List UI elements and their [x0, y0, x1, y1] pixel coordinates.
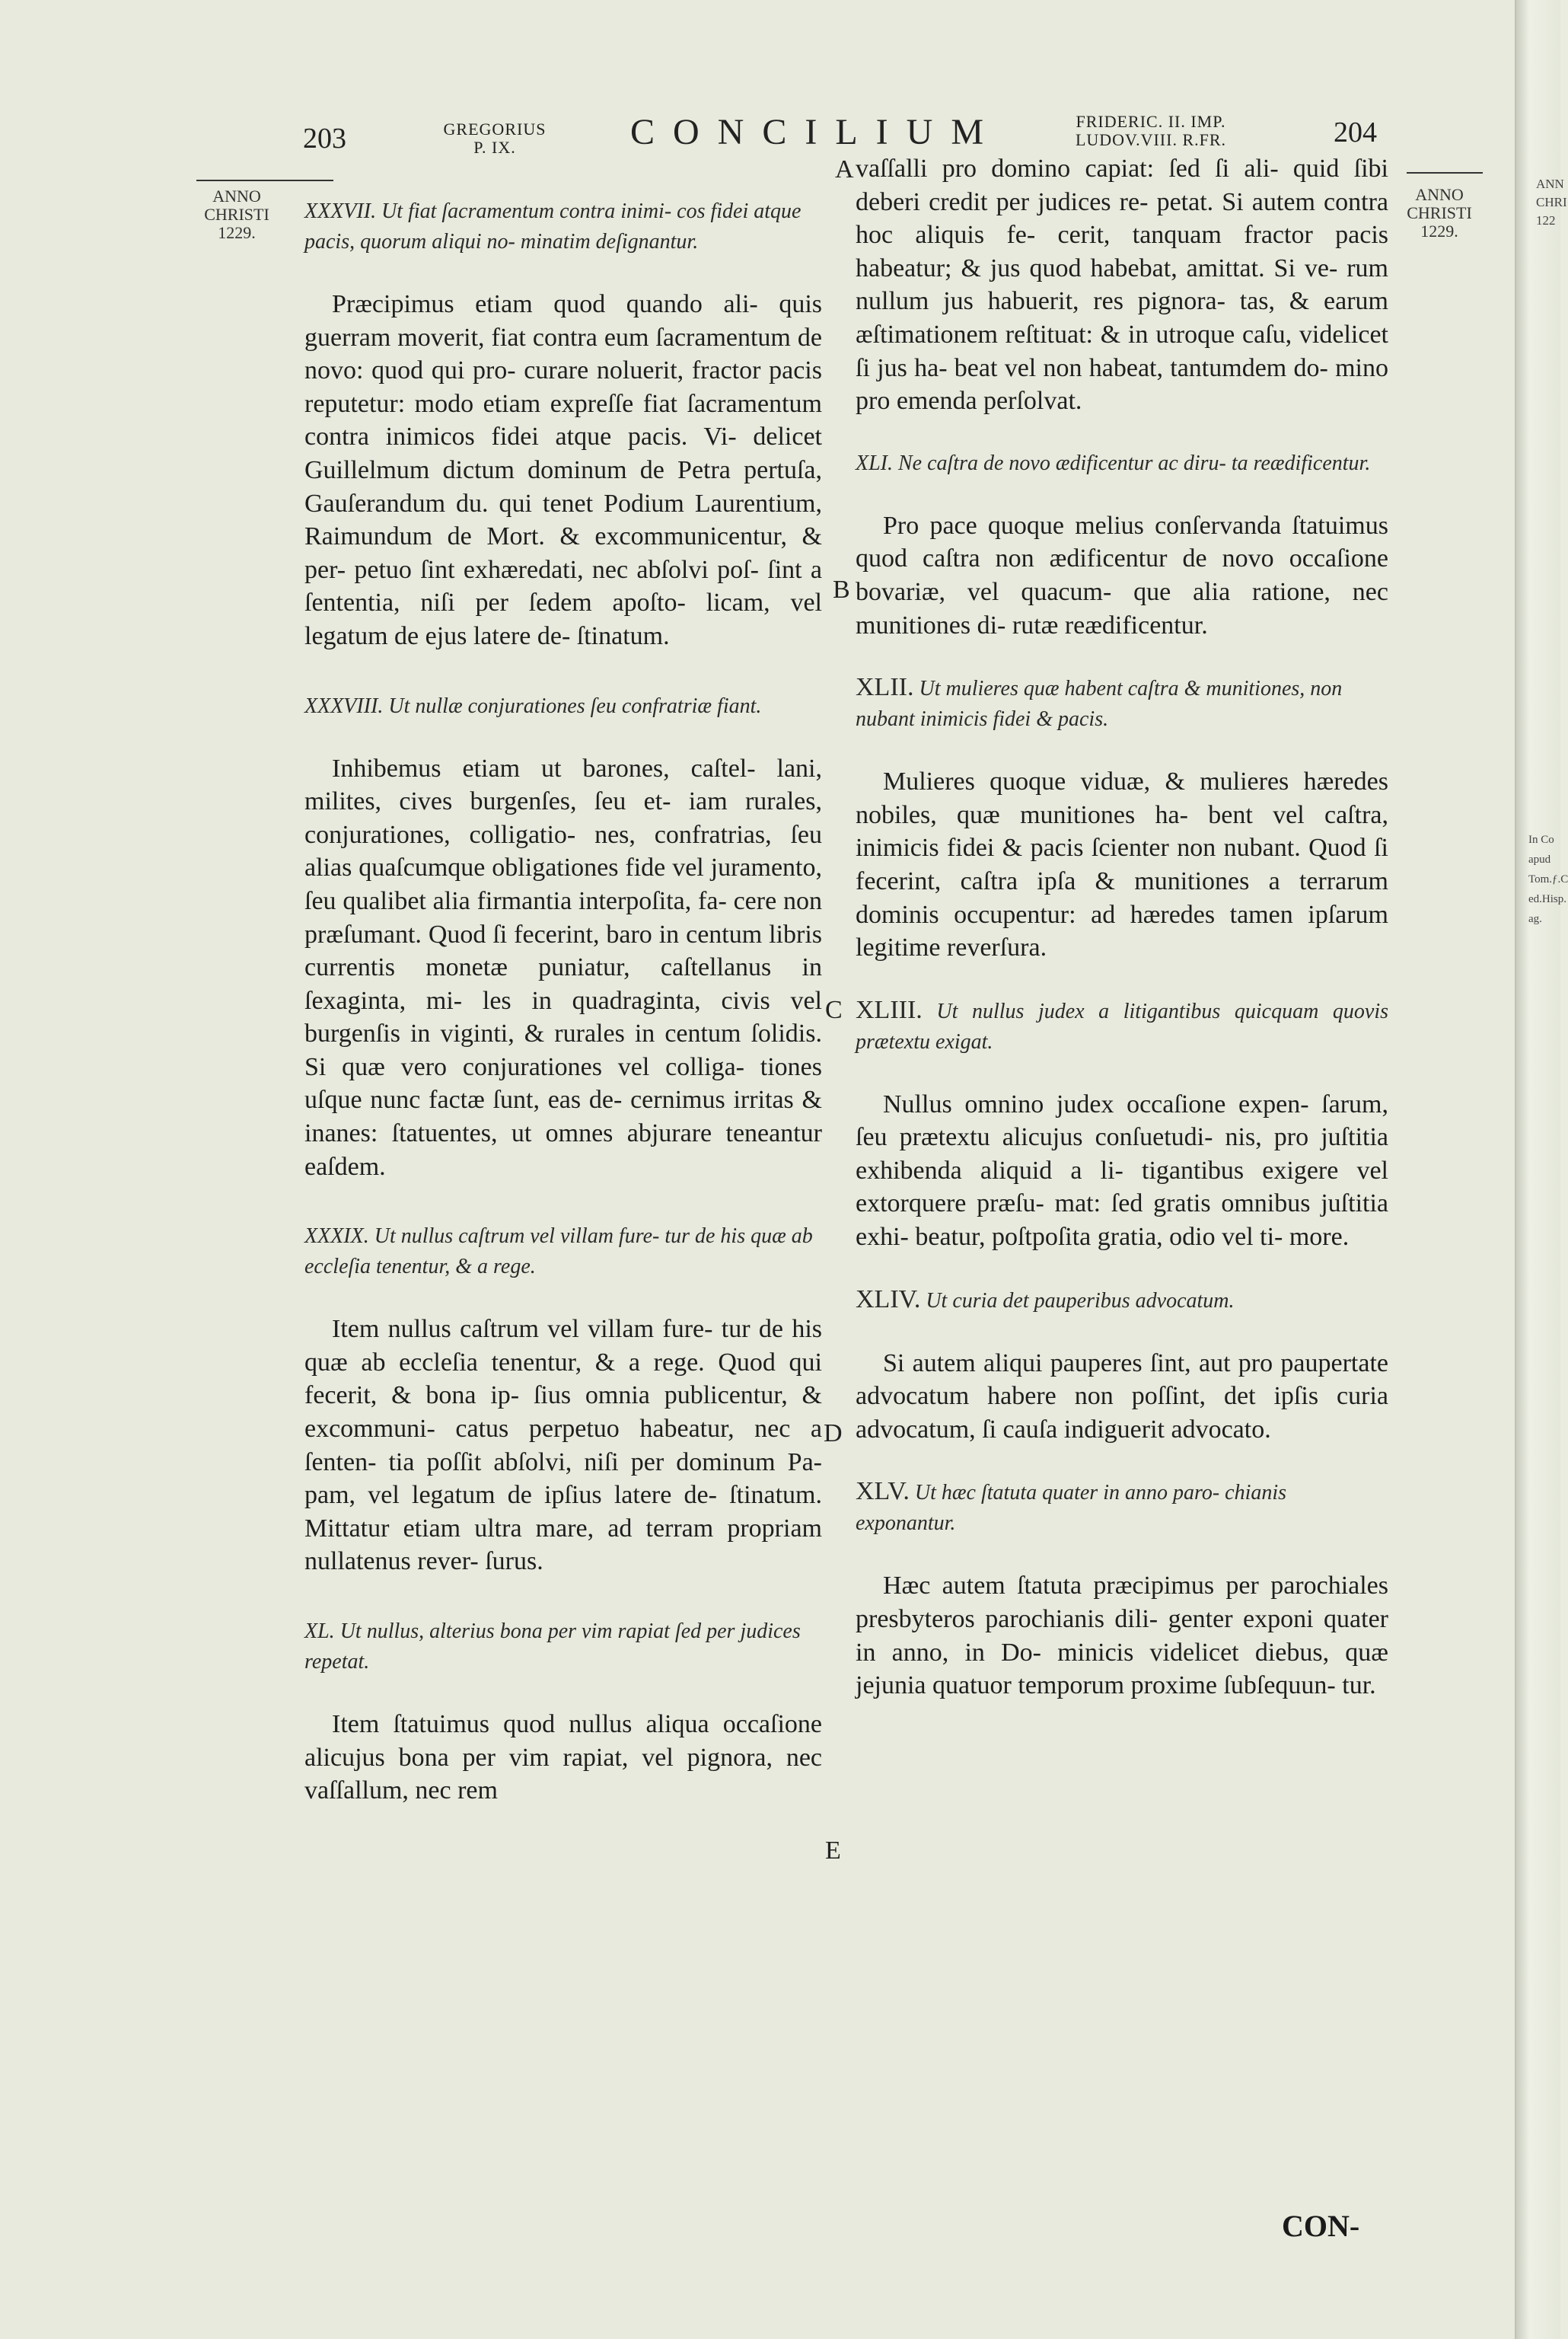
- chapter-number-44: XLIV.: [856, 1284, 921, 1313]
- section-letter-a: A: [835, 155, 854, 183]
- chapter-number-38: XXXVIII.: [304, 694, 384, 718]
- running-head-left: [419, 120, 571, 157]
- catchword: CON-: [1282, 2209, 1360, 2243]
- chapter-heading-41: [856, 448, 1388, 479]
- chapter-number-41: XLI.: [856, 451, 893, 475]
- chapter-heading-text-42: Ut mulieres quæ habent caſtra & munitiones, non nubant inimicis fidei & pacis.: [856, 677, 1343, 732]
- chapter-heading-text-45: Ut hæc ſtatuta quater in anno paro- chianis exponantur.: [856, 1481, 1287, 1536]
- gutter-year-line3: 122: [1536, 213, 1556, 228]
- gutter-note-line3: Tom.ƒ.C: [1528, 873, 1568, 886]
- margin-year-right: [1397, 186, 1481, 241]
- chapter-text-40-continued: vaſſalli pro domino capiat: ſed ſi ali- quid ſibi deberi credit per judices re- petat. Si autem contra hoc aliquis fe- cerit, tanquam fractor pacis habeatur; & jus quod habebat, amittat. Si ve- rum nullum jus habuerit, res pignora- tas, & earum æſtimationem reſtituat: & in utroque caſu, videlicet ſi jus ha- beat vel non habeat, tantumdem do- mino pro emenda perſolvat.: [856, 155, 1388, 416]
- header-rule-left: [196, 180, 333, 181]
- running-head-right: [1052, 113, 1250, 149]
- gutter-reference-note: [1528, 830, 1568, 929]
- chapter-text-41: Pro pace quoque melius conſervanda ſtatuimus quod caſtra non ædificentur de novo occaſione bovariæ, vel quacum- que alia ratione, nec munitiones di- rutæ reædificentur.: [856, 511, 1388, 640]
- chapter-heading-text-41: Ne caſtra de novo ædificentur ac diru- ta reædificentur.: [898, 451, 1371, 475]
- gutter-year-note: [1536, 175, 1567, 230]
- chapter-text-43: Nullus omnino judex occaſione expen- ſarum, ſeu prætextu alicujus conſuetudi- nis, pro juſtitia exhibenda aliquid a li- tigantibus exigere vel extorquere præſu- mat: ſed gratis omnibus juſtitia exhi- beatur, poſtpoſita gratia, odio vel ti- more.: [856, 1090, 1388, 1252]
- gutter-note-line4: ed.Hisp.: [1528, 893, 1566, 905]
- running-head-left-line1: GREGORIUS: [443, 120, 547, 139]
- running-head-right-line2: LUDOV.VIII. R.FR.: [1075, 130, 1227, 149]
- chapter-number-39: XXXIX.: [304, 1224, 369, 1249]
- chapter-heading-45: [856, 1476, 1388, 1539]
- gutter-note-line2: apud: [1528, 854, 1551, 866]
- chapter-text-40: Item ſtatuimus quod nullus aliqua occaſione alicujus bona per vim rapiat, vel pignora, nec vaſſallum, nec rem: [304, 1710, 822, 1805]
- chapter-number-40: XL.: [304, 1619, 335, 1643]
- chapter-text-39: Item nullus caſtrum vel villam fure- tur de his quæ ab eccleſia tenentur, & a rege. Quod qui fecerit, & bona ip- ſius omnia publicentur, & excommuni- catus perpetuo habeatur, nec a ſenten- tia poſſit abſolvi, niſi per dominum Pa- pam, vel legatum de ipſius latere de- ſtinatum. Mittatur etiam ultra mare, ad terram propriam nullatenus rever- ſurus.: [304, 1315, 822, 1576]
- margin-year-right-line2: CHRISTI: [1407, 203, 1472, 222]
- page-number-right: 204: [1334, 116, 1377, 148]
- chapter-heading-38: [304, 691, 822, 722]
- chapter-heading-43: [856, 995, 1388, 1058]
- chapter-heading-text-40: Ut nullus, alterius bona per vim rapiat ſed per judices repetat.: [304, 1619, 801, 1674]
- margin-year-right-line3: 1229.: [1420, 222, 1458, 241]
- chapter-heading-37: [304, 196, 822, 257]
- chapter-heading-text-44: Ut curia det pauperibus advocatum.: [926, 1288, 1235, 1313]
- margin-year-left: [195, 187, 279, 242]
- running-head-right-line1: FRIDERIC. II. IMP.: [1076, 112, 1226, 131]
- chapter-number-42: XLII.: [856, 673, 914, 702]
- margin-year-left-line3: 1229.: [218, 223, 256, 242]
- facing-page-edge: [1515, 0, 1568, 2339]
- chapter-number-43: XLIII.: [856, 995, 923, 1024]
- chapter-heading-42: [856, 672, 1388, 735]
- page-number-left: 203: [303, 123, 346, 155]
- chapter-heading-text-43: Ut nullus judex a litigantibus quicquam quovis prætextu exigat.: [856, 999, 1388, 1054]
- chapter-heading-40: [304, 1616, 822, 1677]
- chapter-heading-44: [856, 1284, 1388, 1316]
- margin-year-left-line1: ANNO: [212, 187, 261, 206]
- gutter-year-line1: ANN: [1536, 177, 1564, 191]
- section-letter-b: B: [833, 576, 850, 604]
- header-rule-right: [1407, 172, 1483, 174]
- chapter-heading-text-38: Ut nullæ conjurationes ſeu confratriæ fiant.: [388, 694, 762, 718]
- section-letter-d: D: [824, 1419, 843, 1447]
- gutter-note-line5: ag.: [1528, 913, 1542, 925]
- section-letter-c: C: [825, 996, 843, 1024]
- chapter-number-37: XXXVII.: [304, 199, 377, 223]
- section-letter-e: E: [825, 1836, 841, 1865]
- chapter-text-42: Mulieres quoque viduæ, & mulieres hæredes nobiles, quæ munitiones ha- bent vel caſtra, inimicis fidei & pacis ſcienter non nubant. Quod ſi fecerint, caſtra ipſa & munitiones a terrarum dominis occupentur: ad hæredes tamen ipſarum legitime reverſura.: [856, 767, 1388, 962]
- left-column: [304, 196, 822, 1808]
- chapter-text-37: Præcipimus etiam quod quando ali- quis guerram moverit, fiat contra eum ſacramentum de novo: quod qui pro- curare noluerit, fractor pacis reputetur: modo etiam expreſſe fiat ſacramentum contra inimicos fidei atque pacis. Vi- delicet Guillelmum dictum dominum de Petra pertuſa, Gauſerandum du. qui tenet Podium Laurentium, Raimundum de Mort. & excommunicentur, & per- petuo ſint exhæredati, nec abſolvi poſ- ſint a ſententia, niſi per ſedem apoſto- licam, vel legatum de ejus latere de- ſtinatum.: [304, 290, 822, 650]
- page-title: CONCILIUM: [630, 112, 1002, 152]
- chapter-text-45: Hæc autem ſtatuta præcipimus per parochiales presbyteros parochianis dili- genter exponi quater in anno, in Do- minicis videlicet diebus, quæ jejunia quatuor temporum proxime ſubſequun- tur.: [856, 1572, 1388, 1700]
- chapter-number-45: XLV.: [856, 1477, 910, 1506]
- chapter-text-38: Inhibemus etiam ut barones, caſtel- lani, milites, cives burgenſes, ſeu et- iam rurales, conjurationes, colligatio- nes, confratrias, ſeu alias quaſcumque obligationes fide vel juramento, ſeu qualibet alia firmantia interpoſita, fa- cere non præſumant. Quod ſi fecerint, baro in centum libris currentis monetæ puniatur, caſtellanus in ſexaginta, mi- les in quadraginta, civis vel burgenſis in viginti, & rurales in centum ſolidis. Si quæ vero conjurationes vel colliga- tiones uſque nunc factæ ſunt, eas de- cernimus irritas & inanes: ſtatuentes, ut omnes abjurare teneantur eaſdem.: [304, 754, 822, 1181]
- chapter-text-44: Si autem aliqui pauperes ſint, aut pro paupertate advocatum habere non poſſint, det ipſis curia advocatum, ſi cauſa indiguerit advocato.: [856, 1348, 1388, 1444]
- running-head-left-line2: P. IX.: [473, 138, 516, 157]
- gutter-note-line1: In Co: [1528, 834, 1554, 846]
- chapter-heading-text-39: Ut nullus caſtrum vel villam fure- tur de his quæ ab eccleſia tenentur, & a rege.: [304, 1224, 813, 1279]
- chapter-heading-39: [304, 1221, 822, 1282]
- chapter-heading-text-37: Ut fiat ſacramentum contra inimi- cos fidei atque pacis, quorum aliqui no- minatim deſignantur.: [304, 199, 802, 254]
- margin-year-right-line1: ANNO: [1415, 185, 1464, 204]
- margin-year-left-line2: CHRISTI: [204, 205, 269, 224]
- gutter-year-line2: CHRI: [1536, 195, 1567, 209]
- right-column: [856, 152, 1388, 1702]
